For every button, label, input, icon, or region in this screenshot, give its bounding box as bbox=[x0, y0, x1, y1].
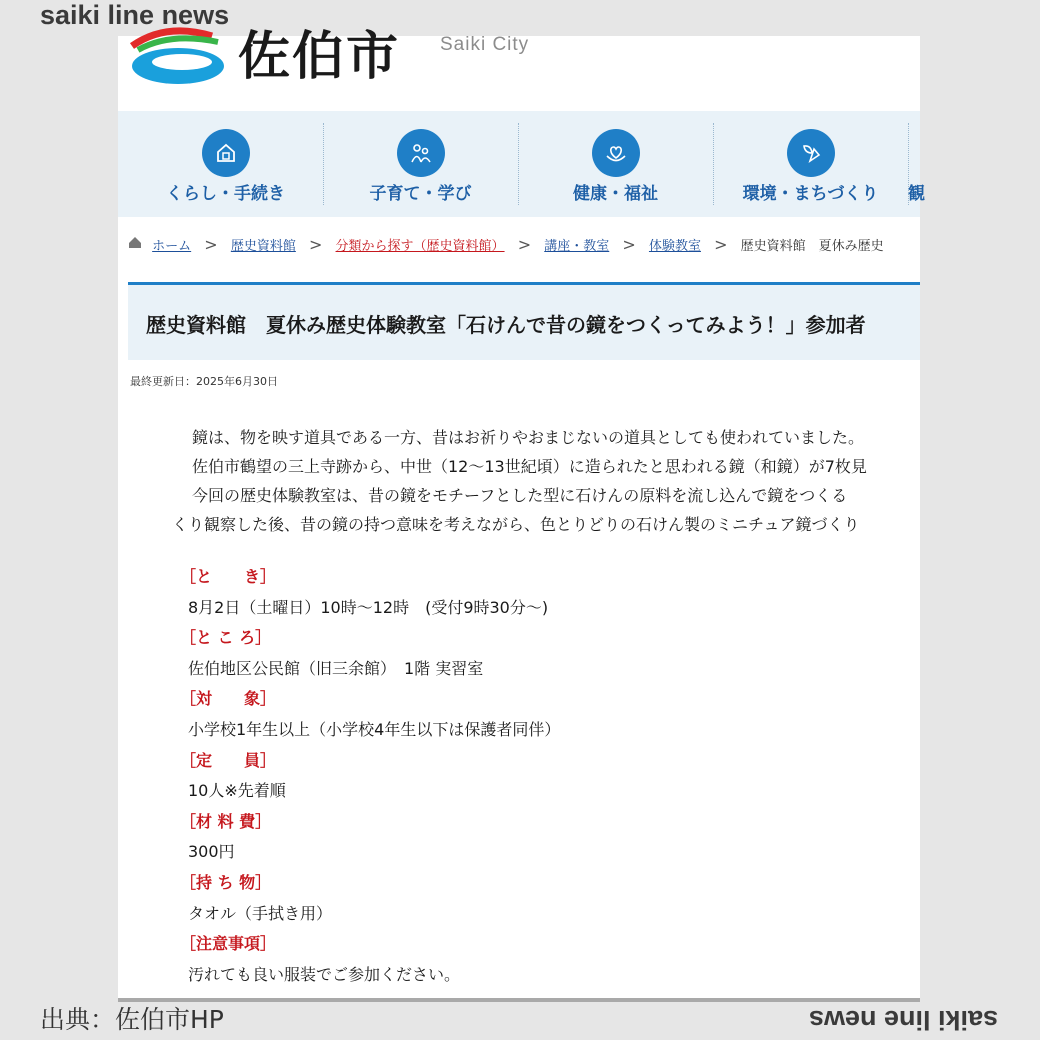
global-nav bbox=[118, 111, 925, 217]
breadcrumb-home-link[interactable]: ホーム bbox=[152, 239, 192, 254]
breadcrumb-current: 歴史資料館 夏休み歴史 bbox=[740, 239, 884, 254]
brand-bottom: saiki line news bbox=[808, 1005, 998, 1035]
home-icon bbox=[128, 236, 142, 253]
intro-text bbox=[118, 423, 920, 539]
breadcrumb-separator: > bbox=[714, 235, 728, 254]
page-title: 歴史資料館 夏休み歴史体験教室「石けんで昔の鏡をつくってみよう！」参加者 bbox=[146, 313, 866, 337]
page-title-bar bbox=[128, 282, 920, 360]
house-icon bbox=[202, 129, 250, 177]
last-updated: 最終更新日：2025年6月30日 bbox=[130, 375, 278, 388]
nav-item-environment[interactable] bbox=[713, 111, 908, 217]
nav-label: くらし・手続き bbox=[166, 184, 285, 204]
paragraph-line: 今回の歴史体験教室は、昔の鏡をモチーフとした型に石けんの原料を流し込んで鏡をつくる bbox=[176, 486, 848, 505]
paragraph-line: 佐伯市鶴望の三上寺跡から、中世（12〜13世紀頃）に造られたと思われる鏡（和鏡）が7枚見 bbox=[176, 457, 867, 476]
detail-value: 300円 bbox=[188, 842, 235, 862]
detail-heading: ［材 料 費］ bbox=[180, 811, 272, 831]
nav-item-living[interactable] bbox=[128, 111, 323, 217]
city-logo-icon[interactable] bbox=[126, 16, 234, 86]
source-note: 出典：佐伯市HP bbox=[40, 1005, 224, 1034]
detail-value: 佐伯地区公民館（旧三余館） 1階 実習室 bbox=[188, 658, 484, 678]
detail-value: 汚れても良い服装でご参加ください。 bbox=[188, 964, 461, 984]
logo-name[interactable]: 佐伯市 bbox=[238, 27, 401, 87]
detail-value: 小学校1年生以上（小学校4年生以下は保護者同伴） bbox=[188, 719, 561, 739]
nav-label: 健康・福祉 bbox=[573, 184, 658, 204]
site-header bbox=[118, 27, 920, 111]
detail-heading: ［と こ ろ］ bbox=[180, 628, 272, 648]
heart-hands-icon bbox=[592, 129, 640, 177]
nav-item-tourism[interactable] bbox=[908, 111, 948, 217]
detail-heading: ［持 ち 物］ bbox=[180, 872, 272, 892]
family-icon bbox=[397, 129, 445, 177]
nav-item-health[interactable] bbox=[518, 111, 713, 217]
screenshot-frame bbox=[118, 27, 925, 1002]
detail-value: 10人※先着順 bbox=[188, 781, 286, 801]
breadcrumb-link[interactable]: 分類から探す（歴史資料館） bbox=[335, 239, 505, 254]
detail-heading: ［注意事項］ bbox=[180, 934, 277, 954]
breadcrumb-link[interactable]: 講座・教室 bbox=[544, 239, 610, 254]
leaf-hand-icon bbox=[787, 129, 835, 177]
nav-label: 子育て・学び bbox=[369, 184, 472, 204]
detail-heading: ［定 員］ bbox=[180, 750, 277, 770]
nav-label: 環境・まちづくり bbox=[742, 184, 879, 204]
detail-heading: ［と き］ bbox=[180, 567, 277, 586]
detail-value: タオル（手拭き用） bbox=[188, 903, 333, 923]
logo-subtitle: Saiki City bbox=[440, 34, 530, 55]
breadcrumb-link[interactable]: 歴史資料館 bbox=[230, 239, 296, 254]
nav-item-childcare[interactable] bbox=[323, 111, 518, 217]
breadcrumb-separator: > bbox=[309, 235, 323, 254]
detail-value: 8月2日（土曜日）10時〜12時 (受付9時30分〜) bbox=[188, 597, 549, 617]
brand-top: saiki line news bbox=[40, 0, 230, 30]
detail-heading: ［対 象］ bbox=[180, 689, 277, 709]
paragraph-line: 鏡は、物を映す道具である一方、昔はお祈りやおまじないの道具としても使われていました。 bbox=[176, 428, 865, 447]
nav-label: 観 bbox=[908, 184, 925, 204]
breadcrumb bbox=[128, 235, 928, 259]
breadcrumb-separator: > bbox=[622, 235, 636, 254]
breadcrumb-link[interactable]: 体験教室 bbox=[648, 239, 701, 254]
breadcrumb-separator: > bbox=[517, 235, 532, 254]
event-details bbox=[180, 562, 920, 990]
paragraph-line: くり観察した後、昔の鏡の持つ意味を考えながら、色とりどりの石けん製のミニチュア鏡づくり bbox=[172, 515, 860, 534]
breadcrumb-separator: > bbox=[204, 235, 218, 254]
